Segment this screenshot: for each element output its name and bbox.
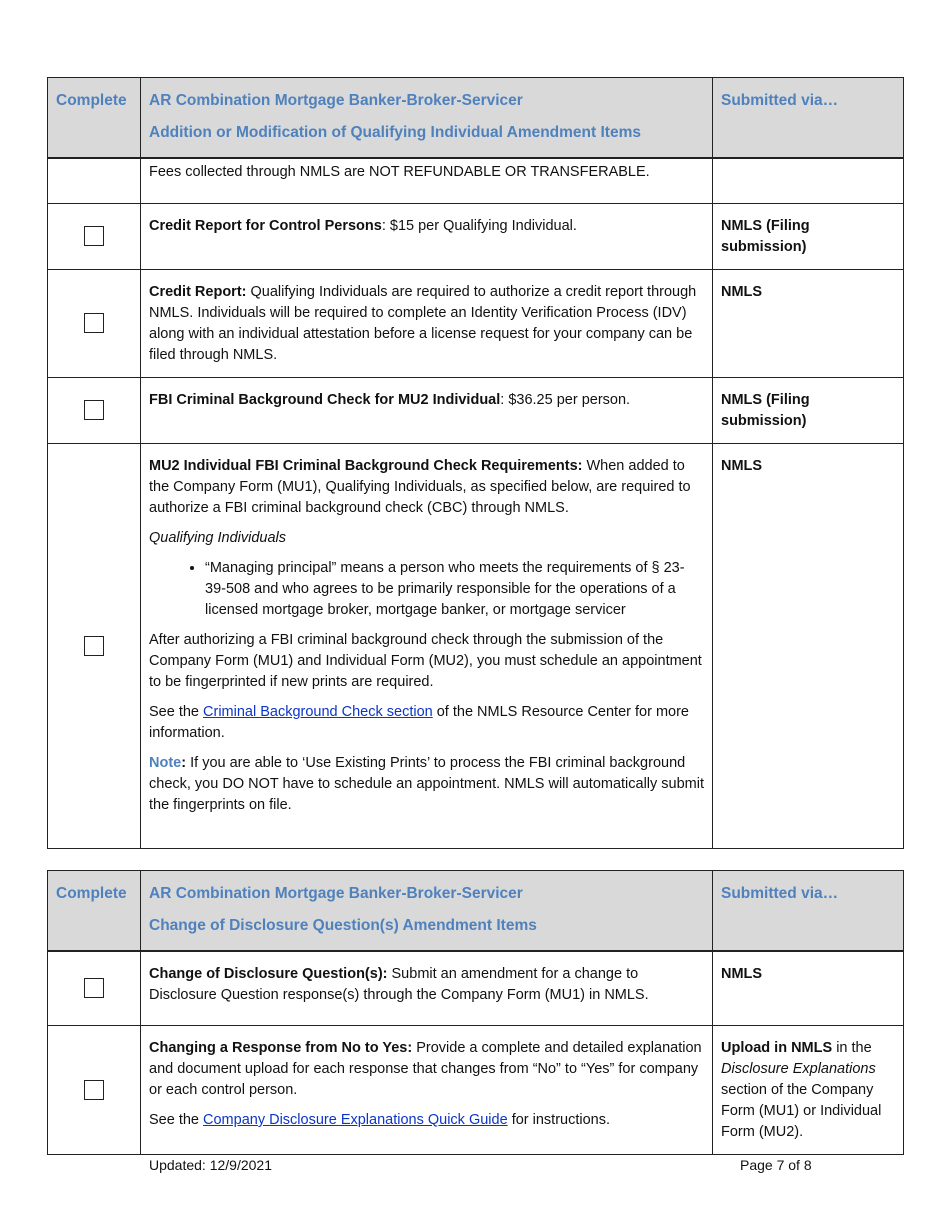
submitted-via: NMLS (Filing submission) xyxy=(713,378,904,444)
complete-cell xyxy=(48,444,141,849)
complete-checkbox[interactable] xyxy=(84,313,104,333)
item-description xyxy=(141,444,713,849)
table-row xyxy=(48,951,904,1026)
table-row xyxy=(48,270,904,378)
complete-checkbox[interactable] xyxy=(84,400,104,420)
item-text: When added to the Company Form (MU1), Qualifying Individuals, as specified below, are required to authorize a FBI criminal background check (CBC) through NMLS. xyxy=(149,458,691,516)
table-row xyxy=(48,378,904,444)
item-description xyxy=(141,951,713,1026)
item-title: Credit Report: xyxy=(149,284,247,300)
table-header-row xyxy=(48,871,904,951)
section-subtitle: Change of Disclosure Question(s) Amendment Items xyxy=(149,917,537,934)
section-title-header xyxy=(141,871,713,951)
updated-date: Updated: 12/9/2021 xyxy=(149,1157,272,1173)
list-item: • “Managing principal” means a person who meets the requirements of § 23-39-508 and who agrees to be primarily responsible for the operations of a licensed mortgage broker, mortgage banker, or mortgage servicer xyxy=(205,558,704,621)
qualifying-list xyxy=(149,558,704,621)
table-row xyxy=(48,204,904,270)
section-title: AR Combination Mortgage Banker-Broker-Servicer xyxy=(149,92,523,109)
complete-checkbox[interactable] xyxy=(84,1080,104,1100)
item-text: Provide a complete and detailed explanation and document upload for each response that changes from “No” to “Yes” for company or each control person. xyxy=(149,1040,702,1098)
complete-checkbox[interactable] xyxy=(84,636,104,656)
criminal-background-check-link[interactable]: Criminal Background Check section xyxy=(203,704,433,720)
table-row xyxy=(48,1026,904,1155)
item-text: : $15 per Qualifying Individual. xyxy=(381,218,577,234)
disclosure-question-table xyxy=(47,870,904,1155)
qualifying-individuals-label: Qualifying Individuals xyxy=(149,530,287,546)
note-paragraph: Note: If you are able to ‘Use Existing Prints’ to process the FBI criminal background check, you DO NOT have to schedule an appointment. NMLS will automatically submit the fingerprints on file. xyxy=(149,755,705,813)
complete-cell xyxy=(48,270,141,378)
submitted-via: NMLS xyxy=(713,444,904,849)
item-text: : $36.25 per person. xyxy=(500,392,631,408)
cbc-requirements xyxy=(149,456,704,519)
see-quick-guide: See the Company Disclosure Explanations Quick Guide for instructions. xyxy=(149,1112,611,1128)
submitted-via: NMLS xyxy=(713,951,904,1026)
submitted-via: NMLS xyxy=(713,270,904,378)
fingerprint-paragraph: After authorizing a FBI criminal background check through the submission of the Company Form (MU1) and Individual Form (MU2), you must schedule an appointment to be fingerprinted if new prints are required. xyxy=(149,632,702,690)
item-title: Change of Disclosure Question(s): xyxy=(149,965,388,982)
complete-header: Complete xyxy=(48,78,141,158)
disclosure-quick-guide-link[interactable]: Company Disclosure Explanations Quick Guide xyxy=(203,1112,508,1128)
fees-note: Fees collected through NMLS are NOT REFUNDABLE OR TRANSFERABLE. xyxy=(141,158,713,204)
item-title: FBI Criminal Background Check for MU2 Individual xyxy=(149,392,501,408)
complete-cell xyxy=(48,378,141,444)
complete-header: Complete xyxy=(48,871,141,951)
qualifying-individual-table xyxy=(47,77,904,849)
section-subtitle: Addition or Modification of Qualifying Individual Amendment Items xyxy=(149,124,641,141)
submitted-via: NMLS (Filing submission) xyxy=(713,204,904,270)
submitted-via-header: Submitted via… xyxy=(713,871,904,951)
table-row xyxy=(48,158,904,204)
section-title-header xyxy=(141,78,713,158)
item-title: Changing a Response from No to Yes: xyxy=(149,1040,413,1056)
table-header-row xyxy=(48,78,904,158)
item-description xyxy=(141,270,713,378)
complete-checkbox[interactable] xyxy=(84,978,104,998)
empty-cell xyxy=(713,158,904,204)
empty-cell xyxy=(48,158,141,204)
complete-checkbox[interactable] xyxy=(84,226,104,246)
item-description xyxy=(141,1026,713,1155)
item-title: Credit Report for Control Persons xyxy=(149,218,382,234)
item-description xyxy=(141,204,713,270)
page-number: Page 7 of 8 xyxy=(740,1157,812,1173)
item-text: Qualifying Individuals are required to authorize a credit report through NMLS. Individuals will be required to complete an Identity Verification Process (IDV) along with an individual attestation before a license request for your company can be filed through NMLS. xyxy=(149,284,697,363)
submitted-via-header: Submitted via… xyxy=(713,78,904,158)
table-row xyxy=(48,444,904,849)
see-resource-center: See the Criminal Background Check section of the NMLS Resource Center for more information. xyxy=(149,704,689,741)
note-label: Note xyxy=(149,755,182,771)
complete-cell xyxy=(48,951,141,1026)
complete-cell xyxy=(48,204,141,270)
item-text: Submit an amendment for a change to Disclosure Question response(s) through the Company Form (MU1) in NMLS. xyxy=(149,965,649,1003)
complete-cell xyxy=(48,1026,141,1155)
section-title: AR Combination Mortgage Banker-Broker-Servicer xyxy=(149,885,523,902)
item-description xyxy=(141,378,713,444)
submitted-via: Upload in NMLS in the Disclosure Explanations section of the Company Form (MU1) or Individual Form (MU2). xyxy=(713,1026,904,1155)
item-title: MU2 Individual FBI Criminal Background Check Requirements: xyxy=(149,458,583,474)
